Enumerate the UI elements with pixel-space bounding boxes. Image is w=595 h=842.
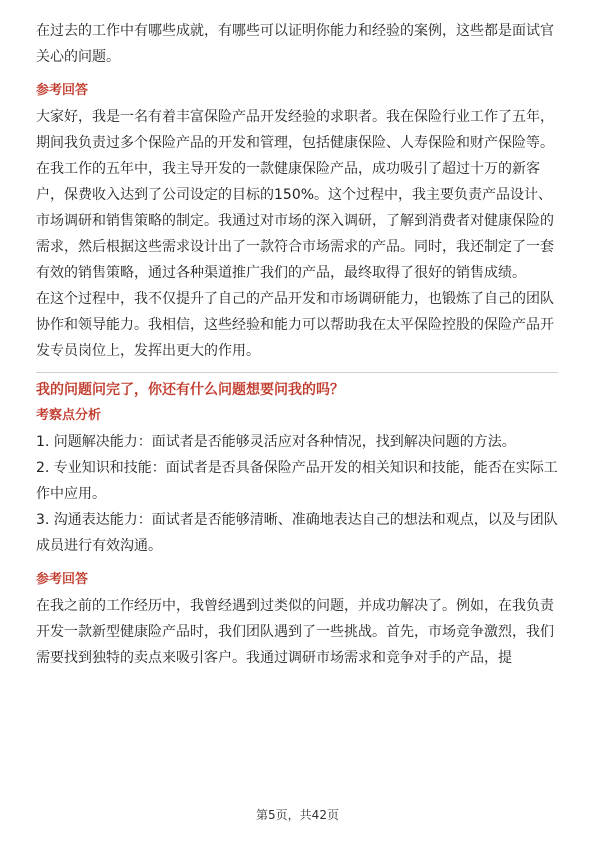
reference-answer-label-1: 参考回答 <box>36 83 89 98</box>
document-body <box>36 18 558 671</box>
intro-paragraph: 在过去的工作中有哪些成就，有哪些可以证明你能力和经验的案例，这些都是面试官关心的问题。 <box>36 23 554 65</box>
analysis-point-3: 3. 沟通表达能力：面试者是否能够清晰、准确地表达自己的想法和观点，以及与团队成员进行有效沟通。 <box>36 512 558 554</box>
answer-paragraph-2: 在我工作的五年中，我主导开发的一款健康保险产品，成功吸引了超过十万的新客户，保费收入达到了公司设定的目标的150%。这个过程中，我主要负责产品设计、市场调研和销售策略的制定。我通过对市场的深入调研，了解到消费者对健康保险的需求，然后根据这些需求设计出了一款符合市场需求的产品。同时，我还制定了一套有效的销售策略，通过各种渠道推广我们的产品，最终取得了很好的销售成绩。 <box>36 161 554 281</box>
answer-paragraph-4: 在我之前的工作经历中，我曾经遇到过类似的问题，并成功解决了。例如，在我负责开发一款新型健康险产品时，我们团队遇到了一些挑战。首先，市场竞争激烈，我们需要找到独特的卖点来吸引客户。我通过调研市场需求和竞争对手的产品，提 <box>36 598 554 666</box>
analysis-point-1: 1. 问题解决能力：面试者是否能够灵活应对各种情况，找到解决问题的方法。 <box>36 434 516 450</box>
analysis-label: 考察点分析 <box>36 408 102 423</box>
page-number: 第5页，共42页 <box>256 808 339 822</box>
answer-paragraph-1: 大家好，我是一名有着丰富保险产品开发经验的求职者。我在保险行业工作了五年，期间我负责过多个保险产品的开发和管理，包括健康保险、人寿保险和财产保险等。 <box>36 109 554 151</box>
analysis-point-2: 2. 专业知识和技能：面试者是否具备保险产品开发的相关知识和技能，能否在实际工作中应用。 <box>36 460 558 502</box>
answer-paragraph-3: 在这个过程中，我不仅提升了自己的产品开发和市场调研能力，也锻炼了自己的团队协作和领导能力。我相信，这些经验和能力可以帮助我在太平保险控股的保险产品开发专员岗位上，发挥出更大的作用。 <box>36 291 554 359</box>
section-divider <box>36 372 558 373</box>
question-heading: 我的问题问完了，你还有什么问题想要问我的吗？ <box>36 382 344 398</box>
reference-answer-label-2: 参考回答 <box>36 572 89 587</box>
